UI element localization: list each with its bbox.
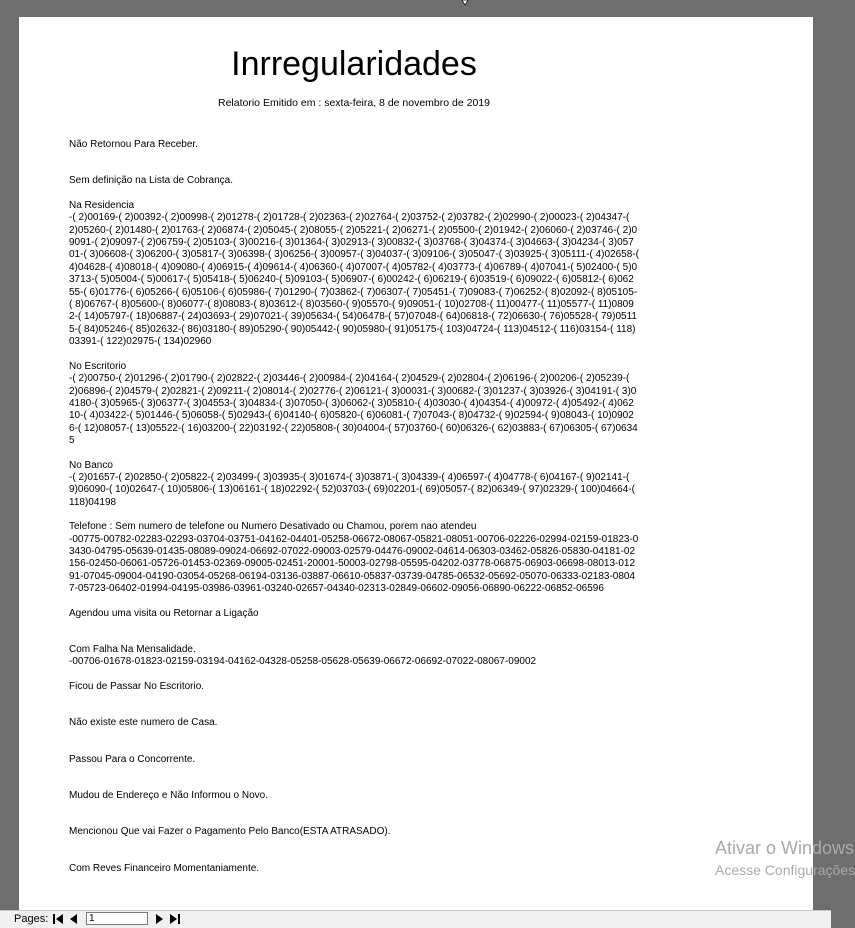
section-spacer bbox=[69, 448, 639, 460]
pager-label: Pages: bbox=[14, 913, 49, 925]
section-spacer bbox=[69, 151, 639, 175]
section-codes: -00706-01678-01823-02159-03194-04162-04328-05258-05628-05639-06672-06692-07022-08067-09002 bbox=[69, 656, 537, 668]
section-title: Mudou de Endereço e Não Informou o Novo. bbox=[69, 790, 269, 802]
section-spacer bbox=[69, 509, 639, 521]
section-title: Com Reves Financeiro Momentaniamente. bbox=[69, 862, 260, 874]
section-spacer bbox=[69, 802, 639, 826]
section-codes: -( 2)00169-( 2)00392-( 2)00998-( 2)01278-( 2)01728-( 2)02363-( 2)02764-( 2)03752-( 2)03782-( 2)02990-( 2)00023-( 2)04347-( 2)05260-( 2)01480-( 2)01763-( 2)06874-( 2)05045-( 2)08055-( 2)05221-( 2)06271-( 2)05500-( 2)01942-( 2)06060-( 2)03746-( 2)09091-( 2)09097-( 2)06759-( 2)05103-( 3)00216-( 3)01364-( 3)02913-( 3)00832-( 3)03768-( 3)04374-( 3)04663-( 3)04234-( 3)05701-( 3)06608-( 3)06200-( 3)05817-( 3)06398-( 3)06256-( 3)00957-( 3)04037-( 3)09106-( 3)05047-( 3)03925-( 3)05111-( 4)02658-( 4)04628-( 4)08018-( 4)09080-( 4)06915-( 4)09614-( 4)06360-( 4)07007-( 4)05782-( 4)03773-( 4)06789-( 4)07041-( 5)02400-( 5)03713-( 5)05004-( 5)00617-( 5)05418-( 5)06240-( 5)09103-( 5)06907-( 6)00242-( 6)06219-( 6)03519-( 6)09022-( 6)05812-( 6)06255-( 6)01776-( 6)05266-( 6)05106-( 6)05986-( 7)01290-( 7)03862-( 7)06307-( 7)05451-( 7)09083-( 7)06252-( 8)02092-( 8)05105-( 8)06767-( 8)05600-( 8)06077-( 8)08083-( 8)03612-( 8)03560-( 9)05570-( 9)09051-( 10)02708-( 11)00477-( 11)05577-( 11)08092-( 14)05797-( 18)06887-( 24)03693-( 29)07021-( 39)05634-( 54)06478-( 57)07048-( 64)06818-( 72)06630-( 76)05528-( 79)05115-( 84)05246-( 85)02632-( 86)03180-( 89)05290-( 90)05442-( 90)05980-( 91)05175-( 103)04724-( 113)04512-( 116)03154-( 118)03391-( 122)02975-( 134)02960 bbox=[69, 212, 639, 348]
watermark-line1: Ativar o Windows bbox=[715, 838, 855, 858]
section-spacer bbox=[69, 839, 639, 863]
report-section bbox=[69, 361, 639, 448]
section-spacer bbox=[69, 596, 639, 608]
report-section bbox=[69, 754, 639, 766]
section-title: Não existe este numero de Casa. bbox=[69, 717, 218, 729]
report-section bbox=[69, 460, 639, 510]
section-title: No Banco bbox=[69, 459, 113, 471]
section-spacer bbox=[69, 669, 639, 681]
section-spacer bbox=[69, 620, 639, 644]
section-title: Passou Para o Concorrente. bbox=[69, 753, 196, 765]
section-codes: -00775-00782-02283-02293-03704-03751-04162-04401-05258-06672-08067-05821-08051-00706-02226-02994-02159-01823-03430-04795-05639-01435-08089-09024-06692-07022-09003-02579-04476-09002-04614-06303-03462-05826-05830-04181-02156-02450-06061-05726-01453-02369-09005-02451-20001-50003-02798-05595-04202-03778-06875-06903-06698-08013-01291-07045-09004-04190-03054-05268-06194-03136-03887-06610-05837-03739-04785-06532-05692-05070-06333-02183-08047-05723-06402-01994-04195-03986-03961-03240-02657-04340-02313-02849-06602-09056-06890-06222-06852-06596 bbox=[69, 533, 639, 595]
report-section bbox=[69, 175, 639, 187]
section-title: Na Residencia bbox=[69, 199, 135, 211]
page-title: Inrregularidades bbox=[231, 45, 477, 83]
last-page-icon[interactable] bbox=[169, 913, 181, 925]
report-section bbox=[69, 681, 639, 693]
section-spacer bbox=[69, 349, 639, 361]
cursor-icon bbox=[461, 0, 469, 5]
previous-page-icon[interactable] bbox=[67, 913, 79, 925]
section-title: Agendou uma visita ou Retornar a Ligação bbox=[69, 607, 259, 619]
section-codes: -( 2)00750-( 2)01296-( 2)01790-( 2)02822-( 2)03446-( 2)00984-( 2)04164-( 2)04529-( 2)02804-( 2)06196-( 2)00206-( 2)05239-( 2)06896-( 2)04579-( 2)02821-( 2)09211-( 2)08014-( 2)02776-( 2)06121-( 3)00031-( 3)00682-( 3)01237-( 3)03926-( 3)04191-( 3)04180-( 3)05965-( 3)06377-( 3)04553-( 3)04834-( 3)07050-( 3)06062-( 3)05810-( 4)03030-( 4)04354-( 4)00972-( 4)05492-( 4)06210-( 4)03422-( 5)01446-( 5)06058-( 5)02943-( 6)04140-( 6)05820-( 6)06081-( 7)07043-( 8)04732-( 9)02594-( 9)08043-( 10)09026-( 12)08057-( 13)05522-( 16)03200-( 22)03192-( 22)05808-( 30)04004-( 57)03760-( 60)06326-( 62)03883-( 67)06305-( 67)06345 bbox=[69, 373, 638, 447]
report-section bbox=[69, 717, 639, 729]
section-title: Com Falha Na Mensalidade. bbox=[69, 644, 196, 655]
section-spacer bbox=[69, 766, 639, 790]
pager-toolbar bbox=[0, 910, 831, 928]
watermark-line2: Acesse Configurações bbox=[715, 862, 855, 878]
section-codes: -( 2)01657-( 2)02850-( 2)05822-( 2)03499-( 3)03935-( 3)01674-( 3)03871-( 3)04339-( 4)06597-( 4)04778-( 6)04167-( 9)02141-( 9)06090-( 10)02647-( 10)05806-( 13)06161-( 18)02292-( 52)03703-( 69)02201-( 69)05057-( 82)06349-( 97)02329-( 100)04664-( 118)04198 bbox=[69, 471, 635, 508]
report-section bbox=[69, 826, 639, 838]
report-section bbox=[69, 521, 639, 595]
report-section bbox=[69, 644, 639, 669]
report-body bbox=[69, 139, 639, 899]
report-section bbox=[69, 139, 639, 151]
report-section bbox=[69, 200, 639, 349]
section-title: Telefone : Sem numero de telefone ou Numero Desativado ou Chamou, porem nao atendeu bbox=[69, 521, 477, 533]
section-title: No Escritorio bbox=[69, 360, 127, 372]
section-spacer bbox=[69, 730, 639, 754]
report-section bbox=[69, 863, 639, 875]
section-title: Sem definição na Lista de Cobrança. bbox=[69, 175, 233, 187]
next-page-icon[interactable] bbox=[154, 913, 166, 925]
page-number-input[interactable] bbox=[86, 912, 148, 925]
report-emitted-date: Relatorio Emitido em : sexta-feira, 8 de novembro de 2019 bbox=[218, 97, 490, 109]
first-page-icon[interactable] bbox=[52, 913, 64, 925]
section-spacer bbox=[69, 875, 639, 899]
section-spacer bbox=[69, 188, 639, 200]
report-page bbox=[19, 17, 813, 910]
report-section bbox=[69, 790, 639, 802]
section-title: Mencionou Que vai Fazer o Pagamento Pelo Banco(ESTA ATRASADO). bbox=[69, 826, 391, 838]
report-section bbox=[69, 608, 639, 620]
section-title: Ficou de Passar No Escritorio. bbox=[69, 680, 205, 692]
section-title: Não Retornou Para Receber. bbox=[69, 139, 198, 150]
section-spacer bbox=[69, 693, 639, 717]
